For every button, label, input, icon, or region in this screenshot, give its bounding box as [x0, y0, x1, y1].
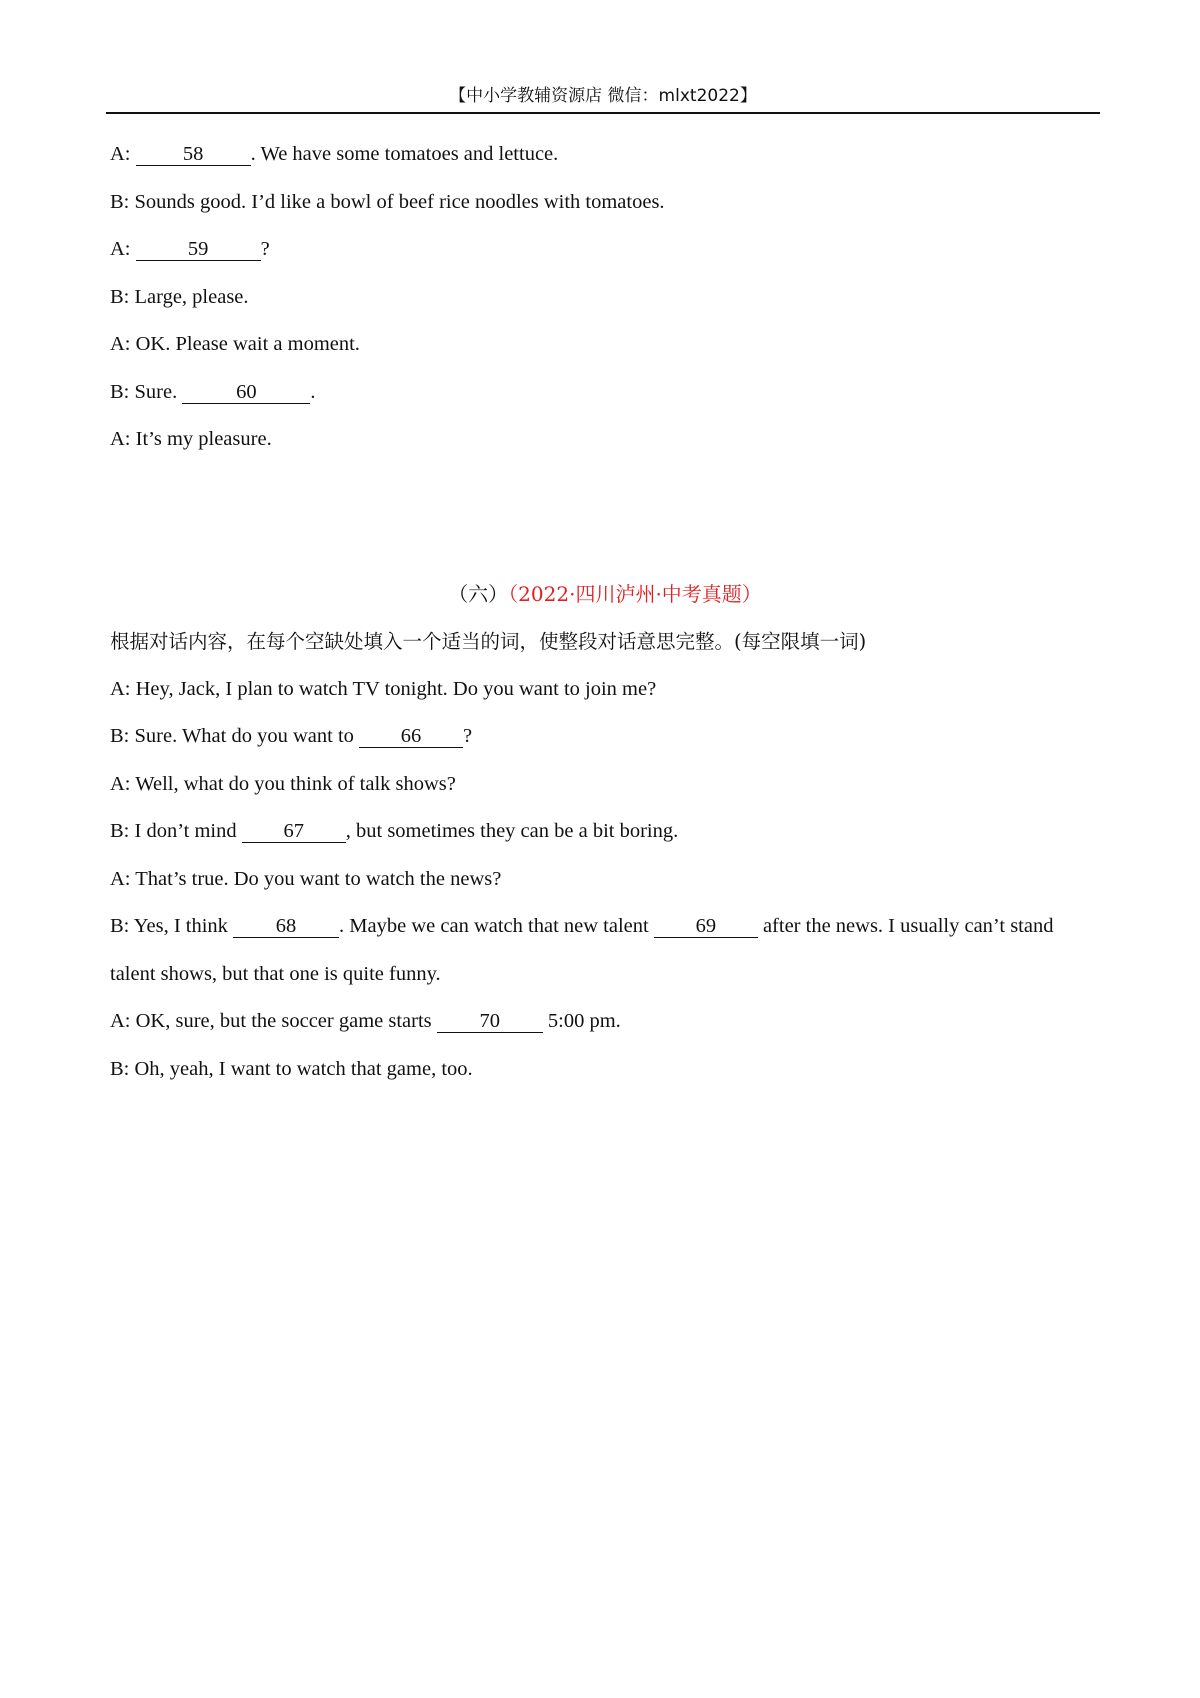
line-text: Oh, yeah, I want to watch that game, too.: [134, 1057, 473, 1080]
line-text: That’s true. Do you want to watch the news?: [135, 867, 502, 890]
dialogue-part-2: [110, 618, 1100, 1093]
line-text: I don’t mind: [134, 820, 237, 842]
dialogue-line: [110, 179, 1100, 227]
line-text: Sure. What do you want to: [134, 725, 354, 747]
dialogue-line: [110, 274, 1100, 322]
speaker-label: A:: [110, 772, 131, 795]
speaker-label: A:: [110, 143, 131, 165]
answer-blank-69: 69: [654, 915, 758, 938]
dialogue-line: [110, 808, 1100, 856]
dialogue-line: [110, 226, 1100, 274]
answer-blank-68: 68: [233, 915, 339, 938]
speaker-label: B:: [110, 1057, 130, 1080]
line-text: It’s my pleasure.: [135, 428, 272, 450]
dialogue-line: [110, 321, 1100, 369]
line-text: ?: [260, 238, 270, 260]
line-text: Large, please.: [134, 285, 249, 308]
instructions: 根据对话内容，在每个空缺处填入一个适当的词，使整段对话意思完整。(每空限填一词): [110, 630, 867, 653]
answer-blank-59: 59: [136, 238, 261, 261]
dialogue-line: [110, 761, 1100, 809]
answer-blank-60: 60: [182, 381, 310, 404]
speaker-label: B:: [110, 915, 130, 937]
line-text: Sure.: [134, 380, 178, 403]
speaker-label: A:: [110, 867, 131, 890]
header-text: 【中小学教辅资源店 微信：mlxt2022】: [449, 86, 757, 106]
line-text: Yes, I think: [133, 915, 228, 937]
answer-blank-66: 66: [359, 725, 463, 748]
line-text: talent shows, but that one is quite funny.: [110, 962, 441, 985]
line-text: Well, what do you think of talk shows?: [135, 772, 456, 795]
dialogue-line: [110, 856, 1100, 904]
line-text: Sounds good. I’d like a bowl of beef rice noodles with tomatoes.: [134, 190, 665, 213]
line-text: OK, sure, but the soccer game starts: [135, 1010, 432, 1032]
line-text: . We have some tomatoes and lettuce.: [250, 143, 559, 165]
speaker-label: B:: [110, 725, 130, 747]
line-text: after the news. I usually can’t stand: [762, 915, 1054, 937]
speaker-label: A:: [110, 333, 131, 355]
page-header: [106, 84, 1100, 114]
speaker-label: B:: [110, 285, 130, 308]
line-text: OK. Please wait a moment.: [135, 333, 360, 355]
speaker-label: B:: [110, 820, 130, 842]
line-text: . Maybe we can watch that new talent: [339, 915, 649, 937]
answer-blank-58: 58: [136, 143, 251, 166]
dialogue-line: [110, 998, 1100, 1046]
line-text: .: [310, 380, 316, 403]
dialogue-part-1: [110, 131, 1100, 464]
dialogue-line: [110, 131, 1100, 179]
speaker-label: A:: [110, 1010, 131, 1032]
line-text: ?: [463, 725, 473, 747]
dialogue-line: [110, 1046, 1100, 1094]
line-text: 5:00 pm.: [547, 1010, 621, 1032]
line-text: Hey, Jack, I plan to watch TV tonight. Do you want to join me?: [135, 677, 657, 700]
dialogue-line: [110, 903, 1100, 951]
section-source: （2022·四川泸州·中考真题）: [508, 582, 762, 606]
dialogue-line: [110, 369, 1100, 417]
speaker-label: B:: [110, 380, 130, 403]
speaker-label: B:: [110, 190, 130, 213]
dialogue-line: [110, 713, 1100, 761]
answer-blank-70: 70: [437, 1010, 543, 1033]
speaker-label: A:: [110, 428, 131, 450]
section-number: （六）: [448, 582, 509, 606]
dialogue-line-continuation: [110, 951, 1100, 999]
speaker-label: A:: [110, 238, 131, 260]
section-title: [110, 571, 1100, 619]
dialogue-line: [110, 416, 1100, 464]
speaker-label: A:: [110, 677, 131, 700]
dialogue-line: [110, 666, 1100, 714]
answer-blank-67: 67: [242, 820, 346, 843]
line-text: , but sometimes they can be a bit boring.: [345, 820, 679, 842]
